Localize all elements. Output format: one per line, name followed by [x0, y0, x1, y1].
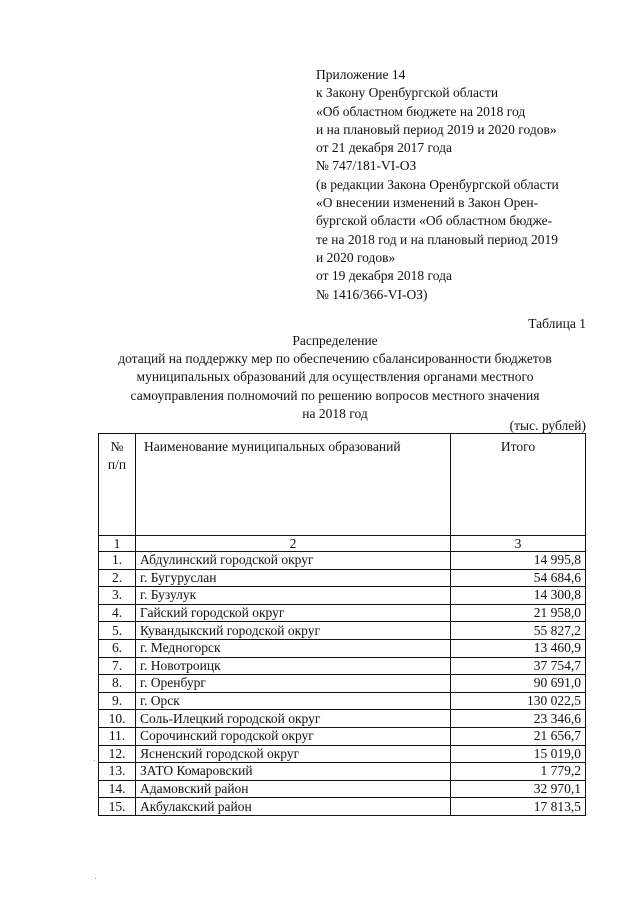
row-value-cell: 37 754,7 — [451, 657, 586, 675]
row-value-cell: 55 827,2 — [451, 622, 586, 640]
row-name-cell: Акбулакский район — [136, 798, 451, 816]
row-value-cell: 14 300,8 — [451, 587, 586, 605]
table-header-row — [99, 434, 586, 536]
appendix-line: (в редакции Закона Оренбургской области — [316, 176, 559, 192]
table-row — [99, 569, 586, 587]
document-title — [90, 332, 580, 423]
row-value-cell: 54 684,6 — [451, 569, 586, 587]
row-name-cell: Кувандыкский городской округ — [136, 622, 451, 640]
row-name-cell: Сорочинский городской округ — [136, 727, 451, 745]
row-value-cell: 1 779,2 — [451, 763, 586, 781]
row-value-cell: 90 691,0 — [451, 675, 586, 693]
row-name-cell: г. Медногорск — [136, 639, 451, 657]
row-name-cell: г. Бугуруслан — [136, 569, 451, 587]
table-row — [99, 692, 586, 710]
table-row — [99, 763, 586, 781]
appendix-line: от 21 декабря 2017 года — [316, 140, 452, 156]
appendix-line: Приложение 14 — [316, 67, 406, 82]
row-number-cell: 15. — [99, 798, 136, 816]
title-line: муниципальных образований для осуществления органами местного — [136, 369, 534, 385]
header-total: Итого — [451, 434, 586, 536]
appendix-line: и на плановый период 2019 и 2020 годов» — [316, 121, 557, 137]
table-row — [99, 639, 586, 657]
appendix-line: к Закону Оренбургской области — [316, 85, 499, 101]
row-name-cell: Гайский городской округ — [136, 604, 451, 622]
appendix-line: бургской области «Об областном бюдже- — [316, 213, 553, 229]
row-name-cell: ЗАТО Комаровский — [136, 763, 451, 781]
table-number: Таблица 1 — [528, 316, 586, 331]
row-number-cell: 10. — [99, 710, 136, 728]
column-index-row — [99, 536, 586, 552]
row-value-cell: 14 995,8 — [451, 552, 586, 570]
table-row — [99, 587, 586, 605]
scan-speck — [94, 760, 95, 761]
table-row — [99, 780, 586, 798]
row-name-cell: г. Новотроицк — [136, 657, 451, 675]
row-value-cell: 13 460,9 — [451, 639, 586, 657]
title-line: на 2018 год — [302, 405, 368, 421]
row-value-cell: 17 813,5 — [451, 798, 586, 816]
table-row — [99, 622, 586, 640]
table-row — [99, 604, 586, 622]
row-number-cell: 1. — [99, 552, 136, 570]
row-name-cell: Соль-Илецкий городской округ — [136, 710, 451, 728]
row-value-cell: 21 656,7 — [451, 727, 586, 745]
row-name-cell: г. Орск — [136, 692, 451, 710]
table-row — [99, 798, 586, 816]
row-value-cell: 15 019,0 — [451, 745, 586, 763]
appendix-line: «Об областном бюджете на 2018 год — [316, 103, 526, 119]
row-number-cell: 7. — [99, 657, 136, 675]
appendix-line: и 2020 годов» — [316, 249, 396, 265]
appendix-line: те на 2018 год и на плановый период 2019 — [316, 231, 558, 247]
title-line: дотаций на поддержку мер по обеспечению сбалансированности бюджетов — [118, 351, 552, 367]
row-value-cell: 32 970,1 — [451, 780, 586, 798]
row-name-cell: г. Бузулук — [136, 587, 451, 605]
table-row — [99, 675, 586, 693]
row-name-cell: Адамовский район — [136, 780, 451, 798]
table-row — [99, 657, 586, 675]
row-number-cell: 6. — [99, 639, 136, 657]
subsidies-table — [98, 433, 586, 816]
row-number-cell: 12. — [99, 745, 136, 763]
index-cell: 2 — [136, 536, 451, 552]
appendix-line: от 19 декабря 2018 года — [316, 268, 452, 284]
row-name-cell: г. Оренбург — [136, 675, 451, 693]
row-number-cell: 3. — [99, 587, 136, 605]
row-number-cell: 9. — [99, 692, 136, 710]
scan-speck — [95, 878, 96, 879]
row-number-cell: 8. — [99, 675, 136, 693]
row-number-cell: 13. — [99, 763, 136, 781]
row-name-cell: Ясненский городской округ — [136, 745, 451, 763]
table-row — [99, 552, 586, 570]
row-value-cell: 21 958,0 — [451, 604, 586, 622]
index-cell: 1 — [99, 536, 136, 552]
row-value-cell: 130 022,5 — [451, 692, 586, 710]
table-row — [99, 745, 586, 763]
table-row — [99, 710, 586, 728]
units-label: (тыс. рублей) — [509, 418, 586, 433]
appendix-line: № 747/181-VI-ОЗ — [316, 158, 417, 174]
table-row — [99, 727, 586, 745]
row-name-cell: Абдулинский городской округ — [136, 552, 451, 570]
title-line: Распределение — [292, 333, 378, 348]
appendix-line: «О внесении изменений в Закон Орен- — [316, 195, 539, 211]
row-number-cell: 4. — [99, 604, 136, 622]
appendix-line: № 1416/366-VI-ОЗ) — [316, 286, 428, 302]
appendix-block — [316, 66, 606, 304]
index-cell: 3 — [451, 536, 586, 552]
row-number-cell: 11. — [99, 727, 136, 745]
row-value-cell: 23 346,6 — [451, 710, 586, 728]
title-line: самоуправления полномочий по решению вопросов местного значения — [130, 387, 540, 403]
row-number-cell: 14. — [99, 780, 136, 798]
header-num: № п/п — [99, 434, 136, 536]
row-number-cell: 5. — [99, 622, 136, 640]
header-name: Наименование муниципальных образований — [136, 434, 451, 536]
row-number-cell: 2. — [99, 569, 136, 587]
